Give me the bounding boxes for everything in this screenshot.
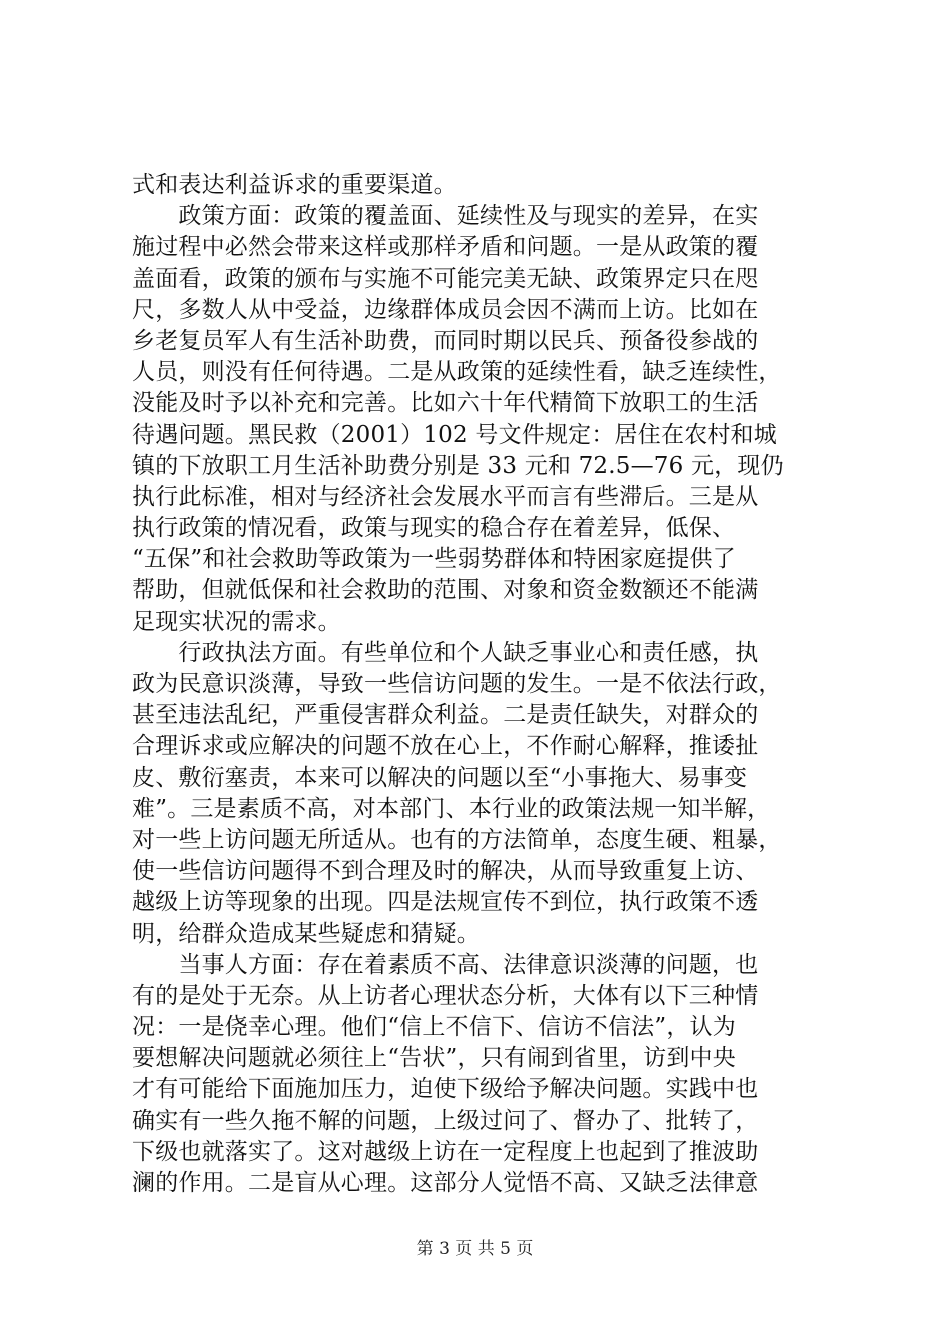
text-line: 政为民意识淡薄，导致一些信访问题的发生。一是不依法行政， xyxy=(132,671,782,697)
text-line: 确实有一些久拖不解的问题，上级过问了、督办了、批转了， xyxy=(132,1107,759,1134)
text-line: 对一些上访问题无所适从。也有的方法简单，态度生硬、粗暴， xyxy=(132,826,782,853)
text-line: 执行此标准，相对与经济社会发展水平而言有些滞后。三是从 xyxy=(132,483,759,510)
text-line: 当事人方面：存在着素质不高、法律意识淡薄的问题，也 xyxy=(132,951,759,978)
text-line: 足现实状况的需求。 xyxy=(132,608,341,635)
text-line: 澜的作用。二是盲从心理。这部分人觉悟不高、又缺乏法律意 xyxy=(132,1170,759,1196)
text-line: 执行政策的情况看，政策与现实的稳合存在着差异，低保、 xyxy=(132,515,736,542)
text-line: 合理诉求或应解决的问题不放在心上，不作耐心解释，推诿扯 xyxy=(132,733,759,760)
text-line: 皮、敷衍塞责，本来可以解决的问题以至“小事拖大、易事变 xyxy=(132,764,748,791)
text-line: 使一些信访问题得不到合理及时的解决，从而导致重复上访、 xyxy=(132,858,759,885)
text-line: 没能及时予以补充和完善。比如六十年代精简下放职工的生活 xyxy=(132,390,759,417)
text-line: 尺，多数人从中受益，边缘群体成员会因不满而上访。比如在 xyxy=(132,296,759,323)
text-line: 施过程中必然会带来这样或那样矛盾和问题。一是从政策的覆 xyxy=(132,234,759,261)
text-line: 明，给群众造成某些疑虑和猜疑。 xyxy=(132,920,480,947)
text-line: 要想解决问题就必须往上“告状”，只有闹到省里，访到中央 xyxy=(132,1045,736,1072)
text-line: 甚至违法乱纪，严重侵害群众利益。二是责任缺失，对群众的 xyxy=(132,702,759,729)
text-line: 越级上访等现象的出现。四是法规宣传不到位，执行政策不透 xyxy=(132,889,759,916)
text-line: 式和表达利益诉求的重要渠道。 xyxy=(132,172,457,198)
text-line: 政策方面：政策的覆盖面、延续性及与现实的差异，在实 xyxy=(132,203,759,230)
text-line: 下级也就落实了。这对越级上访在一定程度上也起到了推波助 xyxy=(132,1138,759,1165)
text-line: 镇的下放职工月生活补助费分别是 33 元和 72.5—76 元，现仍 xyxy=(132,452,784,479)
text-line: 帮助，但就低保和社会救助的范围、对象和资金数额还不能满 xyxy=(132,577,759,604)
page-number-footer: 第 3 页 共 5 页 xyxy=(416,1239,534,1259)
text-line: 人员，则没有任何待遇。二是从政策的延续性看，缺乏连续性， xyxy=(132,359,782,386)
body-text xyxy=(132,170,832,1199)
text-line: 难”。三是素质不高，对本部门、本行业的政策法规一知半解， xyxy=(132,795,771,822)
text-line: 有的是处于无奈。从上访者心理状态分析，大体有以下三种情 xyxy=(132,982,759,1009)
text-line: 况：一是侥幸心理。他们“信上不信下、信访不信法”，认为 xyxy=(132,1014,736,1041)
text-line: 才有可能给下面施加压力，迫使下级给予解决问题。实践中也 xyxy=(132,1076,759,1103)
text-line: 盖面看，政策的颁布与实施不可能完美无缺、政策界定只在咫 xyxy=(132,265,759,292)
text-line: 乡老复员军人有生活补助费，而同时期以民兵、预备役参战的 xyxy=(132,327,759,354)
text-line: “五保”和社会救助等政策为一些弱势群体和特困家庭提供了 xyxy=(132,546,736,573)
text-line: 待遇问题。黑民救（2001）102 号文件规定：居住在农村和城 xyxy=(132,421,777,448)
text-line: 行政执法方面。有些单位和个人缺乏事业心和责任感，执 xyxy=(132,639,759,666)
